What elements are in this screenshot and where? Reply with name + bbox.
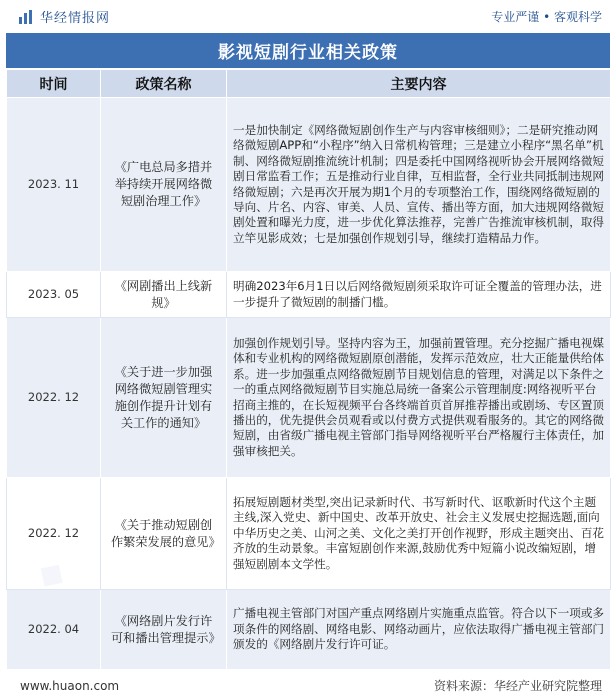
row-time: 2022. 04 (7, 590, 101, 670)
page-title: 影视短剧行业相关政策 (6, 33, 610, 68)
top-bar (0, 0, 616, 33)
column-header-policy-name: 政策名称 (101, 70, 227, 98)
slogan: 专业严谨 • 客观科学 (491, 10, 602, 24)
table-row (7, 318, 611, 478)
table-row (7, 478, 611, 590)
column-header-content: 主要内容 (227, 70, 611, 98)
table-row (7, 272, 611, 318)
footer (0, 672, 616, 699)
row-policy-name: 《网剧播出上线新规》 (101, 272, 227, 318)
brand-name: 华经情报网 (40, 11, 111, 26)
row-time: 2022. 12 (7, 478, 101, 590)
brand-logo (18, 7, 110, 26)
table-row (7, 590, 611, 670)
row-time: 2022. 12 (7, 318, 101, 478)
row-policy-name: 《关于推动短剧创作繁荣发展的意见》 (101, 478, 227, 590)
row-content: 一是加快制定《网络微短剧创作生产与内容审核细则》；二是研究推动网络微短剧APP和“小程序”纳入日常机构管理；三是建立小程序“黑名单”机制、网络微短剧推流统计机制；四是委托中国网络视听协会开展网络微短剧日常监看工作；五是推动行业自律，互相监督，全行业共同抵制违规网络微短剧；六是再次开展为期1个月的专项整治工作，围绕网络微短剧的导向、片名、内容、审美、人员、宣传、播出等方面，加大违规网络微短剧处置和曝光力度，进一步优化算法推荐，完善广告推流审核机制，取得立竿见影成效；七是加强创作规划引导，继续打造精品力作。 (227, 98, 611, 272)
logo-icon (18, 9, 34, 25)
row-policy-name: 《网络剧片发行许可和播出管理提示》 (101, 590, 227, 670)
row-policy-name: 《广电总局多措并举持续开展网络微短剧治理工作》 (101, 98, 227, 272)
row-time: 2023. 11 (7, 98, 101, 272)
row-content: 广播电视主管部门对国产重点网络剧片实施重点监管。符合以下一项或多项条件的网络剧、网络电影、网络动画片，应依法取得广播电视主管部门颁发的《网络剧片发行许可证。 (227, 590, 611, 670)
row-content: 拓展短剧题材类型,突出记录新时代、书写新时代、讴歌新时代这个主题主线,深入党史、新中国史、改革开放史、社会主义发展史挖掘选题,面向中华历史之美、山河之美、文化之美打开创作视野，形成主题突出、百花齐放的生动景象。丰富短剧创作来源,鼓励优秀中短篇小说改编短剧，增强短剧剧本文学性。 (227, 478, 611, 590)
row-content: 加强创作规划引导。坚持内容为王，加强前置管理。充分挖掘广播电视媒体和专业机构的网络微短剧原创潜能，发挥示范效应，壮大正能量供给体系。进一步加强重点网络微短剧节目规划信息的管理，对满足以下条件之一的重点网络微短剧节目实施总局统一备案公示管理制度:网络视听平台招商主推的，在长短视频平台各终端首页首屏推荐播出或剧场、专区置顶播出的，优先提供会员观看或以付费方式提供观看服务的。其它的网络微短剧，由省级广播电视主管部门指导网络视听平台严格履行主体责任，加强审核把关。 (227, 318, 611, 478)
row-content: 明确2023年6月1日以后网络微短剧须采取许可证全覆盖的管理办法，进一步提升了微短剧的制播门槛。 (227, 272, 611, 318)
table-header-row (7, 70, 611, 98)
footer-url: www.huaon.com (20, 678, 120, 693)
column-header-time: 时间 (7, 70, 101, 98)
source-note: 资料来源：华经产业研究院整理 (433, 679, 602, 693)
policy-table (6, 69, 611, 670)
table-row (7, 98, 611, 272)
row-policy-name: 《关于进一步加强网络微短剧管理实施创作提升计划有关工作的通知》 (101, 318, 227, 478)
row-time: 2023. 05 (7, 272, 101, 318)
